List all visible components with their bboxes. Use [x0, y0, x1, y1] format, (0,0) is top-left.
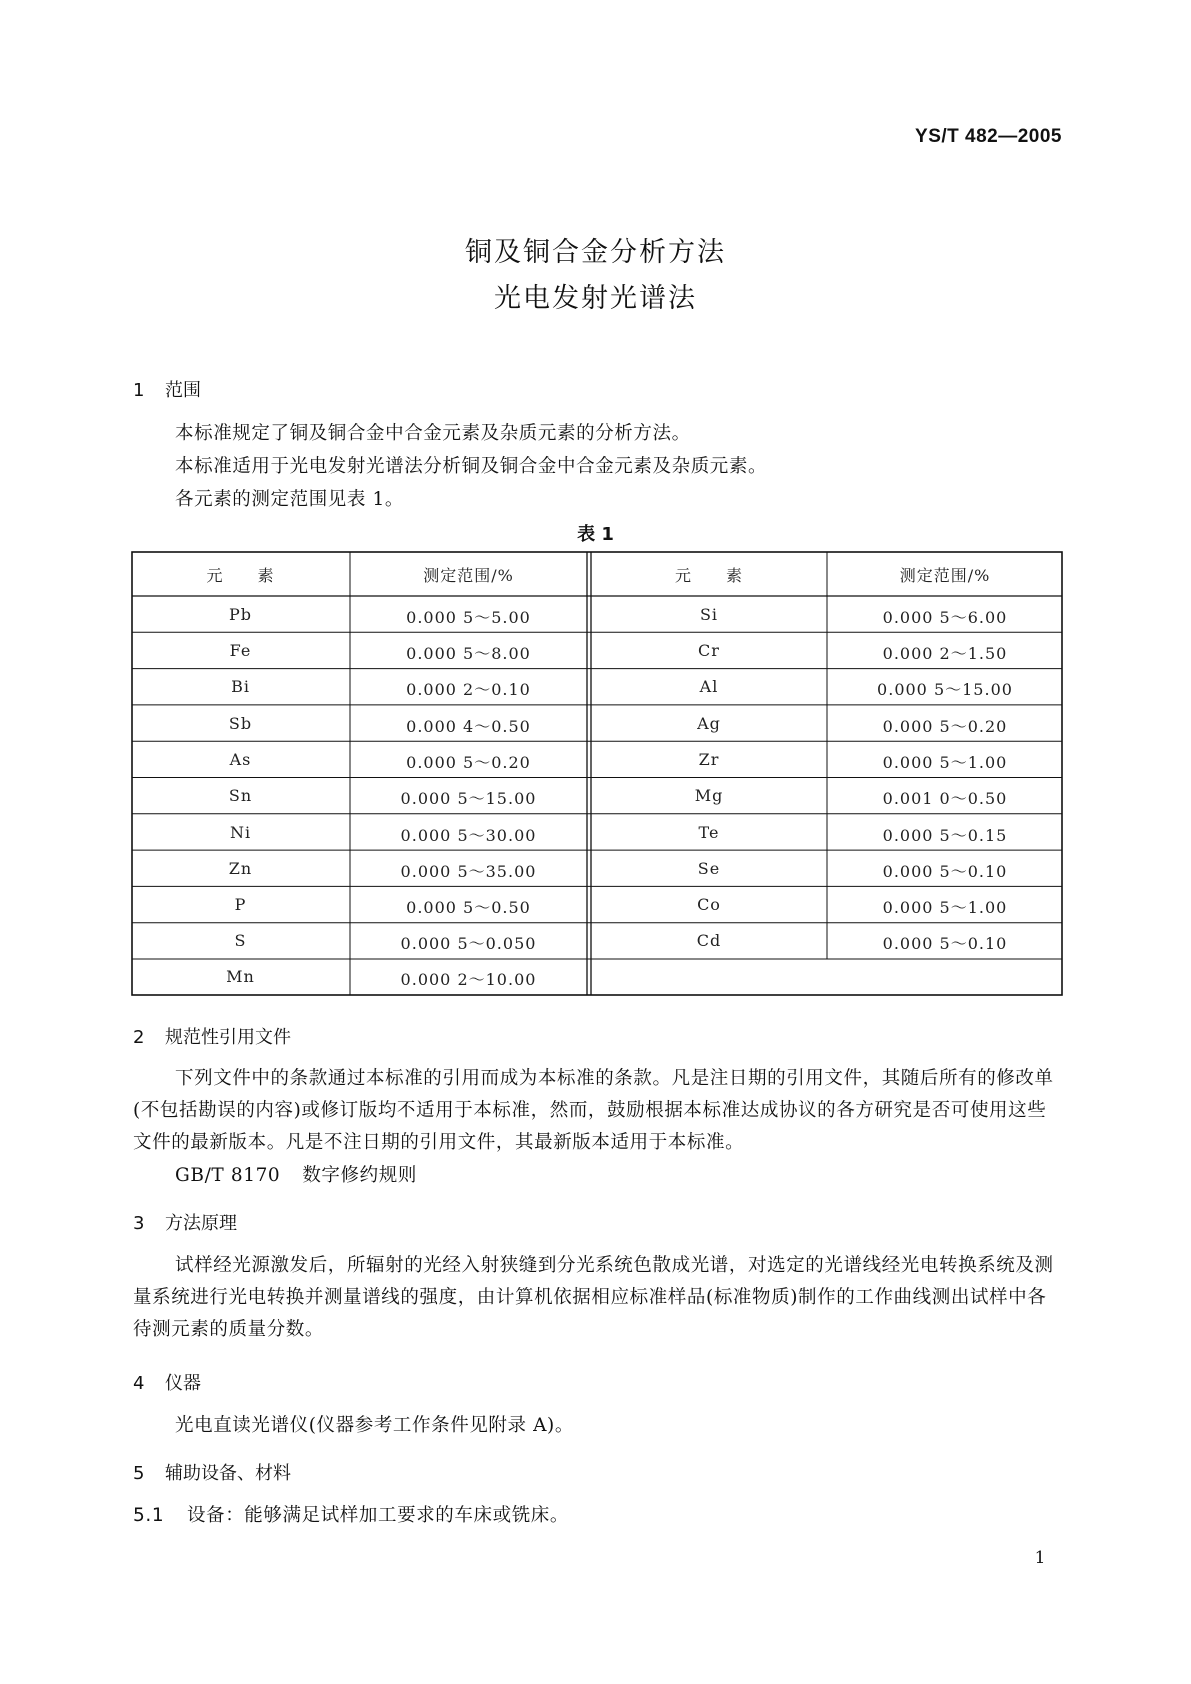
- section-number: 3: [133, 1213, 145, 1234]
- section-number: 5: [133, 1463, 145, 1484]
- cell-element: Zn: [228, 859, 253, 878]
- cell-range: 0.000 5～15.00: [877, 680, 1013, 699]
- header-element-left: 元 素: [206, 566, 275, 585]
- subsection-number: 5.1: [133, 1505, 165, 1526]
- table-caption: 表 1: [577, 524, 614, 545]
- cell-element: Pb: [228, 605, 252, 624]
- cell-element: Mn: [226, 967, 255, 986]
- document-title: 铜及铜合金分析方法: [465, 237, 726, 268]
- cell-element: Te: [698, 823, 720, 842]
- cell-element: Ag: [697, 714, 721, 733]
- cell-range: 0.000 5～15.00: [400, 789, 537, 808]
- cell-range: 0.000 5～8.00: [406, 644, 531, 663]
- cell-element: Co: [697, 895, 721, 914]
- cell-range: 0.000 5～5.00: [406, 608, 531, 627]
- header-range-right: 测定范围/%: [899, 566, 991, 585]
- section-3-heading: [133, 1209, 237, 1235]
- header-element-right: 元 素: [674, 566, 743, 585]
- cell-range: 0.000 5～1.00: [882, 898, 1008, 917]
- page-number: 1: [1034, 1548, 1046, 1568]
- section-1-heading: [133, 376, 201, 402]
- cell-element: Sb: [228, 714, 253, 733]
- cell-element: Zr: [698, 750, 720, 769]
- cell-element: Al: [699, 677, 719, 696]
- cell-element: P: [234, 895, 247, 914]
- cell-range: 0.000 2～0.10: [406, 680, 531, 699]
- section-number: 2: [133, 1027, 145, 1048]
- section-title: 范围: [165, 380, 201, 401]
- cell-range: 0.000 5～0.15: [882, 826, 1008, 845]
- subsection-text: 设备：能够满足试样加工要求的车床或铣床。: [187, 1505, 570, 1526]
- cell-element: Se: [697, 859, 721, 878]
- table-1: [131, 551, 1063, 996]
- section-number: 4: [133, 1373, 145, 1394]
- paragraph: 本标准规定了铜及铜合金中合金元素及杂质元素的分析方法。: [175, 423, 691, 444]
- cell-element: Cr: [698, 641, 720, 660]
- paragraph: 各元素的测定范围见表 1。: [175, 489, 404, 510]
- cell-range: 0.000 5～0.20: [406, 753, 531, 772]
- cell-range: 0.000 5～6.00: [882, 608, 1008, 627]
- cell-element: Bi: [231, 677, 250, 696]
- cell-range: 0.000 5～0.10: [882, 934, 1008, 953]
- section-title: 规范性引用文件: [165, 1027, 291, 1048]
- reference-title: 数字修约规则: [302, 1165, 417, 1186]
- header-range-left: 测定范围/%: [423, 566, 514, 585]
- section-title: 辅助设备、材料: [165, 1463, 291, 1484]
- cell-element: Si: [699, 605, 719, 624]
- cell-range: 0.000 5～0.10: [882, 862, 1008, 881]
- cell-element: Mg: [694, 786, 724, 805]
- paragraph: 下列文件中的条款通过本标准的引用而成为本标准的条款。凡是注日期的引用文件，其随后所有的修改单(不包括勘误的内容)或修订版均不适用于本标准，然而，鼓励根据本标准达成协议的各方研究是否可使用这些文件的最新版本。凡是不注日期的引用文件，其最新版本适用于本标准。: [133, 1068, 1054, 1153]
- cell-range: 0.000 5～0.50: [406, 898, 531, 917]
- cell-element: Cd: [696, 931, 722, 950]
- cell-element: Ni: [229, 823, 252, 842]
- subsection-5-1: [133, 1500, 1061, 1532]
- paragraph: 光电直读光谱仪(仪器参考工作条件见附录 A)。: [175, 1415, 574, 1436]
- cell-element: Sn: [228, 786, 253, 805]
- section-4-heading: [133, 1369, 201, 1395]
- cell-element: Fe: [229, 641, 252, 660]
- cell-range: 0.000 5～30.00: [400, 826, 537, 845]
- cell-range: 0.001 0～0.50: [882, 789, 1008, 808]
- cell-element: S: [234, 931, 247, 950]
- cell-range: 0.000 5～35.00: [400, 862, 537, 881]
- cell-range: 0.000 5～0.050: [400, 934, 537, 953]
- cell-element: As: [229, 750, 252, 769]
- paragraph: 试样经光源激发后，所辐射的光经入射狭缝到分光系统色散成光谱，对选定的光谱线经光电转换系统及测量系统进行光电转换并测量谱线的强度，由计算机依据相应标准样品(标准物质)制作的工作曲线测出试样中各待测元素的质量分数。: [133, 1255, 1054, 1340]
- cell-range: 0.000 2～1.50: [882, 644, 1008, 663]
- cell-range: 0.000 5～1.00: [882, 753, 1008, 772]
- section-2-heading: [133, 1023, 291, 1049]
- section-title: 方法原理: [165, 1213, 237, 1234]
- normative-reference: [175, 1160, 1055, 1192]
- cell-range: 0.000 4～0.50: [406, 717, 531, 736]
- paragraph: 本标准适用于光电发射光谱法分析铜及铜合金中合金元素及杂质元素。: [175, 456, 768, 477]
- document-subtitle: 光电发射光谱法: [494, 283, 697, 314]
- section-5-heading: [133, 1459, 291, 1485]
- standard-number: YS/T 482—2005: [915, 126, 1062, 147]
- section-title: 仪器: [165, 1373, 201, 1394]
- cell-range: 0.000 2～10.00: [400, 970, 537, 989]
- cell-range: 0.000 5～0.20: [882, 717, 1008, 736]
- reference-code: GB/T 8170: [175, 1165, 281, 1186]
- section-number: 1: [133, 380, 145, 401]
